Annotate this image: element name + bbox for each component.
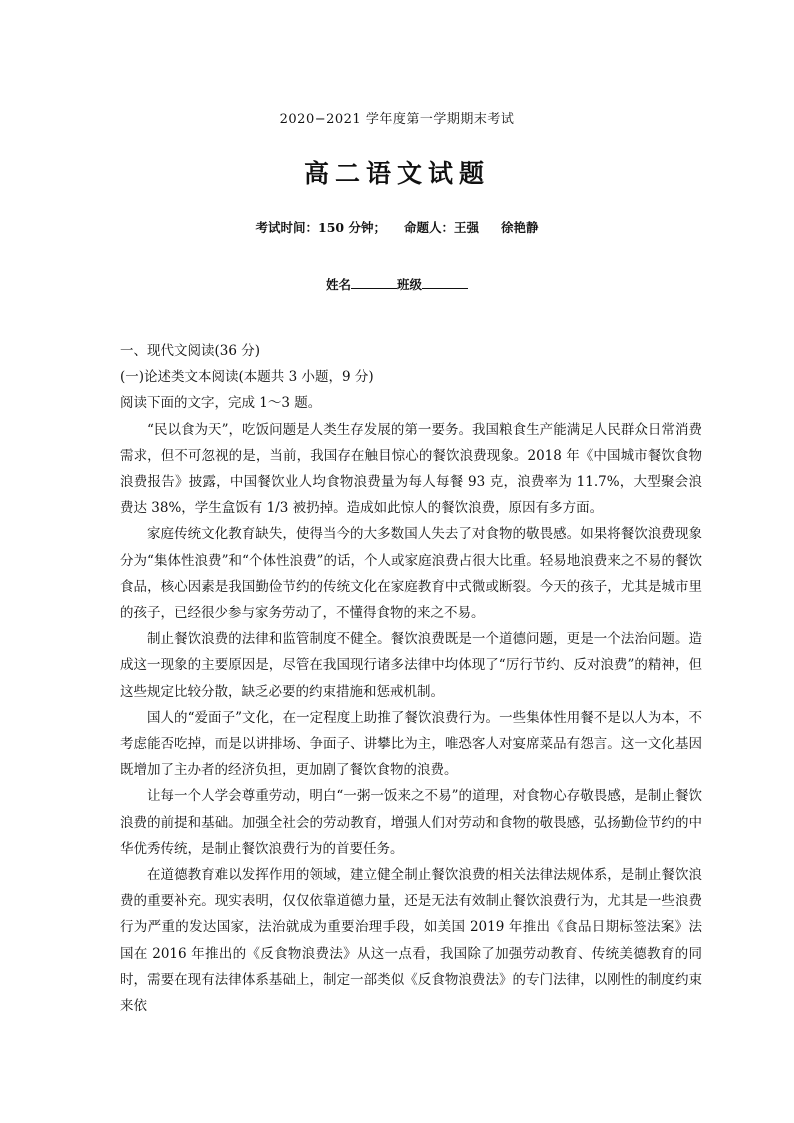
paragraph: 在道德教育难以发挥作用的领域，建立健全制止餐饮浪费的相关法律法规体系，是制止餐饮浪费的重要补充。现实表明，仅仅依靠道德力量，还是无法有效制止餐饮浪费行为，尤其是一些浪费行为严重的发达国家，法治就成为重要治理手段，如美国 2019 年推出《食品日期标签法案》法国在 2016 年推出的《反食物浪费法》从这一点看，我国除了加强劳动教育、传统美德教育的同时，需要在现有法律体系基础上，制定一部类似《反食物浪费法》的专门法律，以刚性的制度约束来依 bbox=[120, 867, 702, 1015]
name-label: 姓名 bbox=[325, 277, 351, 292]
subsection-heading: (一)论述类文本阅读(本题共 3 小题，9 分) bbox=[120, 369, 374, 386]
exam-title: 高二语文试题 bbox=[303, 159, 490, 188]
paragraph: 家庭传统文化教育缺失，使得当今的大多数国人失去了对食物的敬畏感。如果将餐饮浪费现象分为“集体性浪费”和“个体性浪费”的话，个人或家庭浪费占很大比重。轻易地浪费来之不易的餐饮食品，核心因素是我国勤俭节约的传统文化在家庭教育中式微或断裂。今天的孩子，尤其是城市里的孩子，已经很少参与家务劳动了，不懂得食物的来之不易。 bbox=[120, 526, 702, 622]
student-info-line bbox=[0, 275, 794, 293]
paragraph: 国人的“爱面子”文化，在一定程度上助推了餐饮浪费行为。一些集体性用餐不是以人为本，不考虑能否吃掉，而是以讲排场、争面子、讲攀比为主，唯恐客人对宴席菜品有怨言。这一文化基因既增加了主办者的经济负担，更加剧了餐饮食物的浪费。 bbox=[120, 709, 702, 779]
exam-content bbox=[120, 338, 702, 1019]
exam-info bbox=[0, 218, 794, 236]
name-blank bbox=[351, 276, 397, 289]
exam-time: 考试时间：150 分钟； bbox=[255, 220, 386, 235]
exam-setter: 命题人：王强 bbox=[403, 220, 479, 235]
exam-subtitle: 2020−2021 学年度第一学期期末考试 bbox=[279, 112, 515, 127]
paragraph: “民以食为天”，吃饭问题是人类生存发展的第一要务。我国粮食生产能满足人民群众日常消费需求，但不可忽视的是，当前，我国存在触目惊心的餐饮浪费现象。2018 年《中国城市餐饮食物浪费报告》披露，中国餐饮业人均食物浪费量为每人每餐 93 克，浪费率为 11.7%，大型聚会浪费达 38%，学生盒饭有 1/3 被扔掉。造成如此惊人的餐饮浪费，原因有多方面。 bbox=[120, 421, 702, 517]
reading-instruction: 阅读下面的文字，完成 1～3 题。 bbox=[120, 395, 322, 412]
class-blank bbox=[422, 276, 468, 289]
exam-setter-2: 徐艳静 bbox=[500, 220, 539, 235]
paragraph: 让每一个人学会尊重劳动，明白“一粥一饭来之不易”的道理，对食物心存敬畏感，是制止餐饮浪费的前提和基础。加强全社会的劳动教育，增强人们对劳动和食物的敬畏感，弘扬勤俭节约的中华优秀传统，是制止餐饮浪费行为的首要任务。 bbox=[120, 788, 702, 857]
paragraph: 制止餐饮浪费的法律和监管制度不健全。餐饮浪费既是一个道德问题，更是一个法治问题。造成这一现象的主要原因是，尽管在我国现行诸多法律中均体现了“厉行节约、反对浪费”的精神，但这些规定比较分散，缺乏必要的约束措施和惩戒机制。 bbox=[120, 631, 702, 700]
class-label: 班级 bbox=[397, 277, 423, 292]
section-heading: 一、现代文阅读(36 分) bbox=[120, 343, 261, 359]
